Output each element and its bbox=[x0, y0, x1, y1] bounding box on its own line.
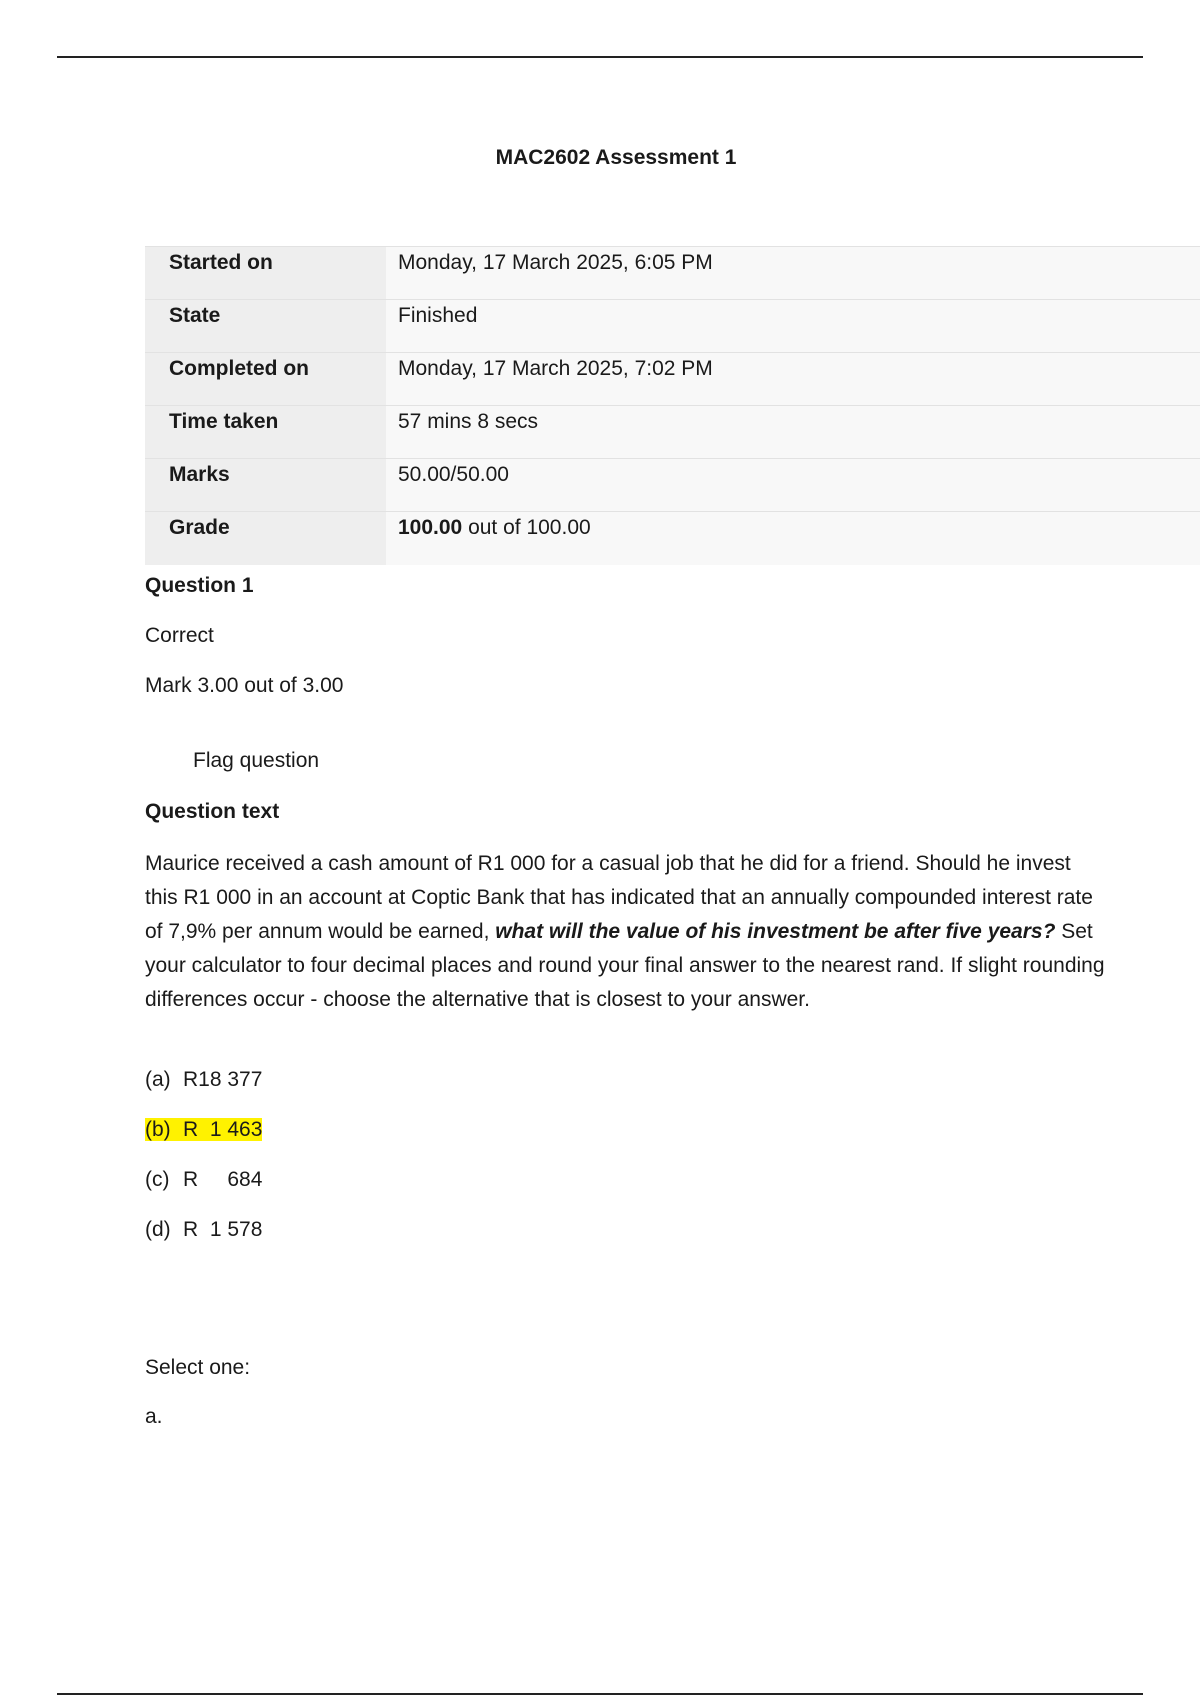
summary-value: 50.00/50.00 bbox=[386, 459, 1200, 512]
summary-row-started-on bbox=[145, 247, 1200, 300]
question-text-part-1: Maurice received a cash amount of R1 000 for a casual job that he did for a friend. Should he invest this R1 000 in an account at Coptic Bank that has indicated that an annually compounded interest rate of 7,9% per annum would be earned, bbox=[145, 852, 1093, 943]
option-highlight bbox=[145, 1118, 262, 1141]
summary-value bbox=[386, 512, 1200, 565]
question-status: Correct bbox=[145, 624, 214, 647]
question-text bbox=[145, 847, 1105, 1017]
option-text: R 684 bbox=[183, 1168, 263, 1191]
summary-value: 57 mins 8 secs bbox=[386, 406, 1200, 459]
top-rule bbox=[57, 56, 1143, 58]
question-text-part-2: Set your calculator to four decimal places and round your final answer to the nearest rand. If slight rounding differences occur - choose the alternative that is closest to your answer. bbox=[145, 920, 1105, 1011]
summary-label: Completed on bbox=[145, 353, 386, 406]
summary-row-time-taken bbox=[145, 406, 1200, 459]
flag-question-link[interactable]: Flag question bbox=[193, 749, 320, 772]
option-letter: (a) bbox=[145, 1068, 171, 1091]
summary-label: Time taken bbox=[145, 406, 386, 459]
option-a bbox=[145, 1068, 262, 1092]
summary-value: Monday, 17 March 2025, 6:05 PM bbox=[386, 247, 1200, 300]
grade-total: out of 100.00 bbox=[462, 516, 591, 539]
question-number: Question 1 bbox=[145, 574, 254, 597]
option-text: R 1 578 bbox=[183, 1218, 263, 1241]
summary-label: Started on bbox=[145, 247, 386, 300]
attempt-summary-table bbox=[145, 246, 1200, 565]
option-letter: (c) bbox=[145, 1168, 170, 1191]
option-c bbox=[145, 1168, 262, 1192]
grade-score: 100.00 bbox=[398, 516, 463, 539]
select-one-label: Select one: bbox=[145, 1356, 251, 1379]
summary-label: Grade bbox=[145, 512, 386, 565]
option-letter: (b) bbox=[145, 1118, 171, 1141]
bottom-rule bbox=[57, 1693, 1143, 1695]
summary-label: State bbox=[145, 300, 386, 353]
option-letter: (d) bbox=[145, 1218, 171, 1241]
question-text-emphasis: what will the value of his investment be after five years? bbox=[495, 920, 1056, 943]
option-text: R18 377 bbox=[183, 1068, 263, 1091]
option-d bbox=[145, 1218, 262, 1242]
summary-value: Monday, 17 March 2025, 7:02 PM bbox=[386, 353, 1200, 406]
summary-value: Finished bbox=[386, 300, 1200, 353]
answer-option-a[interactable]: a. bbox=[145, 1405, 163, 1428]
document-title: MAC2602 Assessment 1 bbox=[495, 146, 737, 169]
question-mark: Mark 3.00 out of 3.00 bbox=[145, 674, 344, 697]
summary-row-grade bbox=[145, 512, 1200, 565]
summary-row-completed-on bbox=[145, 353, 1200, 406]
summary-row-marks bbox=[145, 459, 1200, 512]
summary-label: Marks bbox=[145, 459, 386, 512]
summary-row-state bbox=[145, 300, 1200, 353]
option-b bbox=[145, 1118, 262, 1142]
question-text-heading: Question text bbox=[145, 800, 280, 823]
option-text: R 1 463 bbox=[183, 1118, 263, 1141]
